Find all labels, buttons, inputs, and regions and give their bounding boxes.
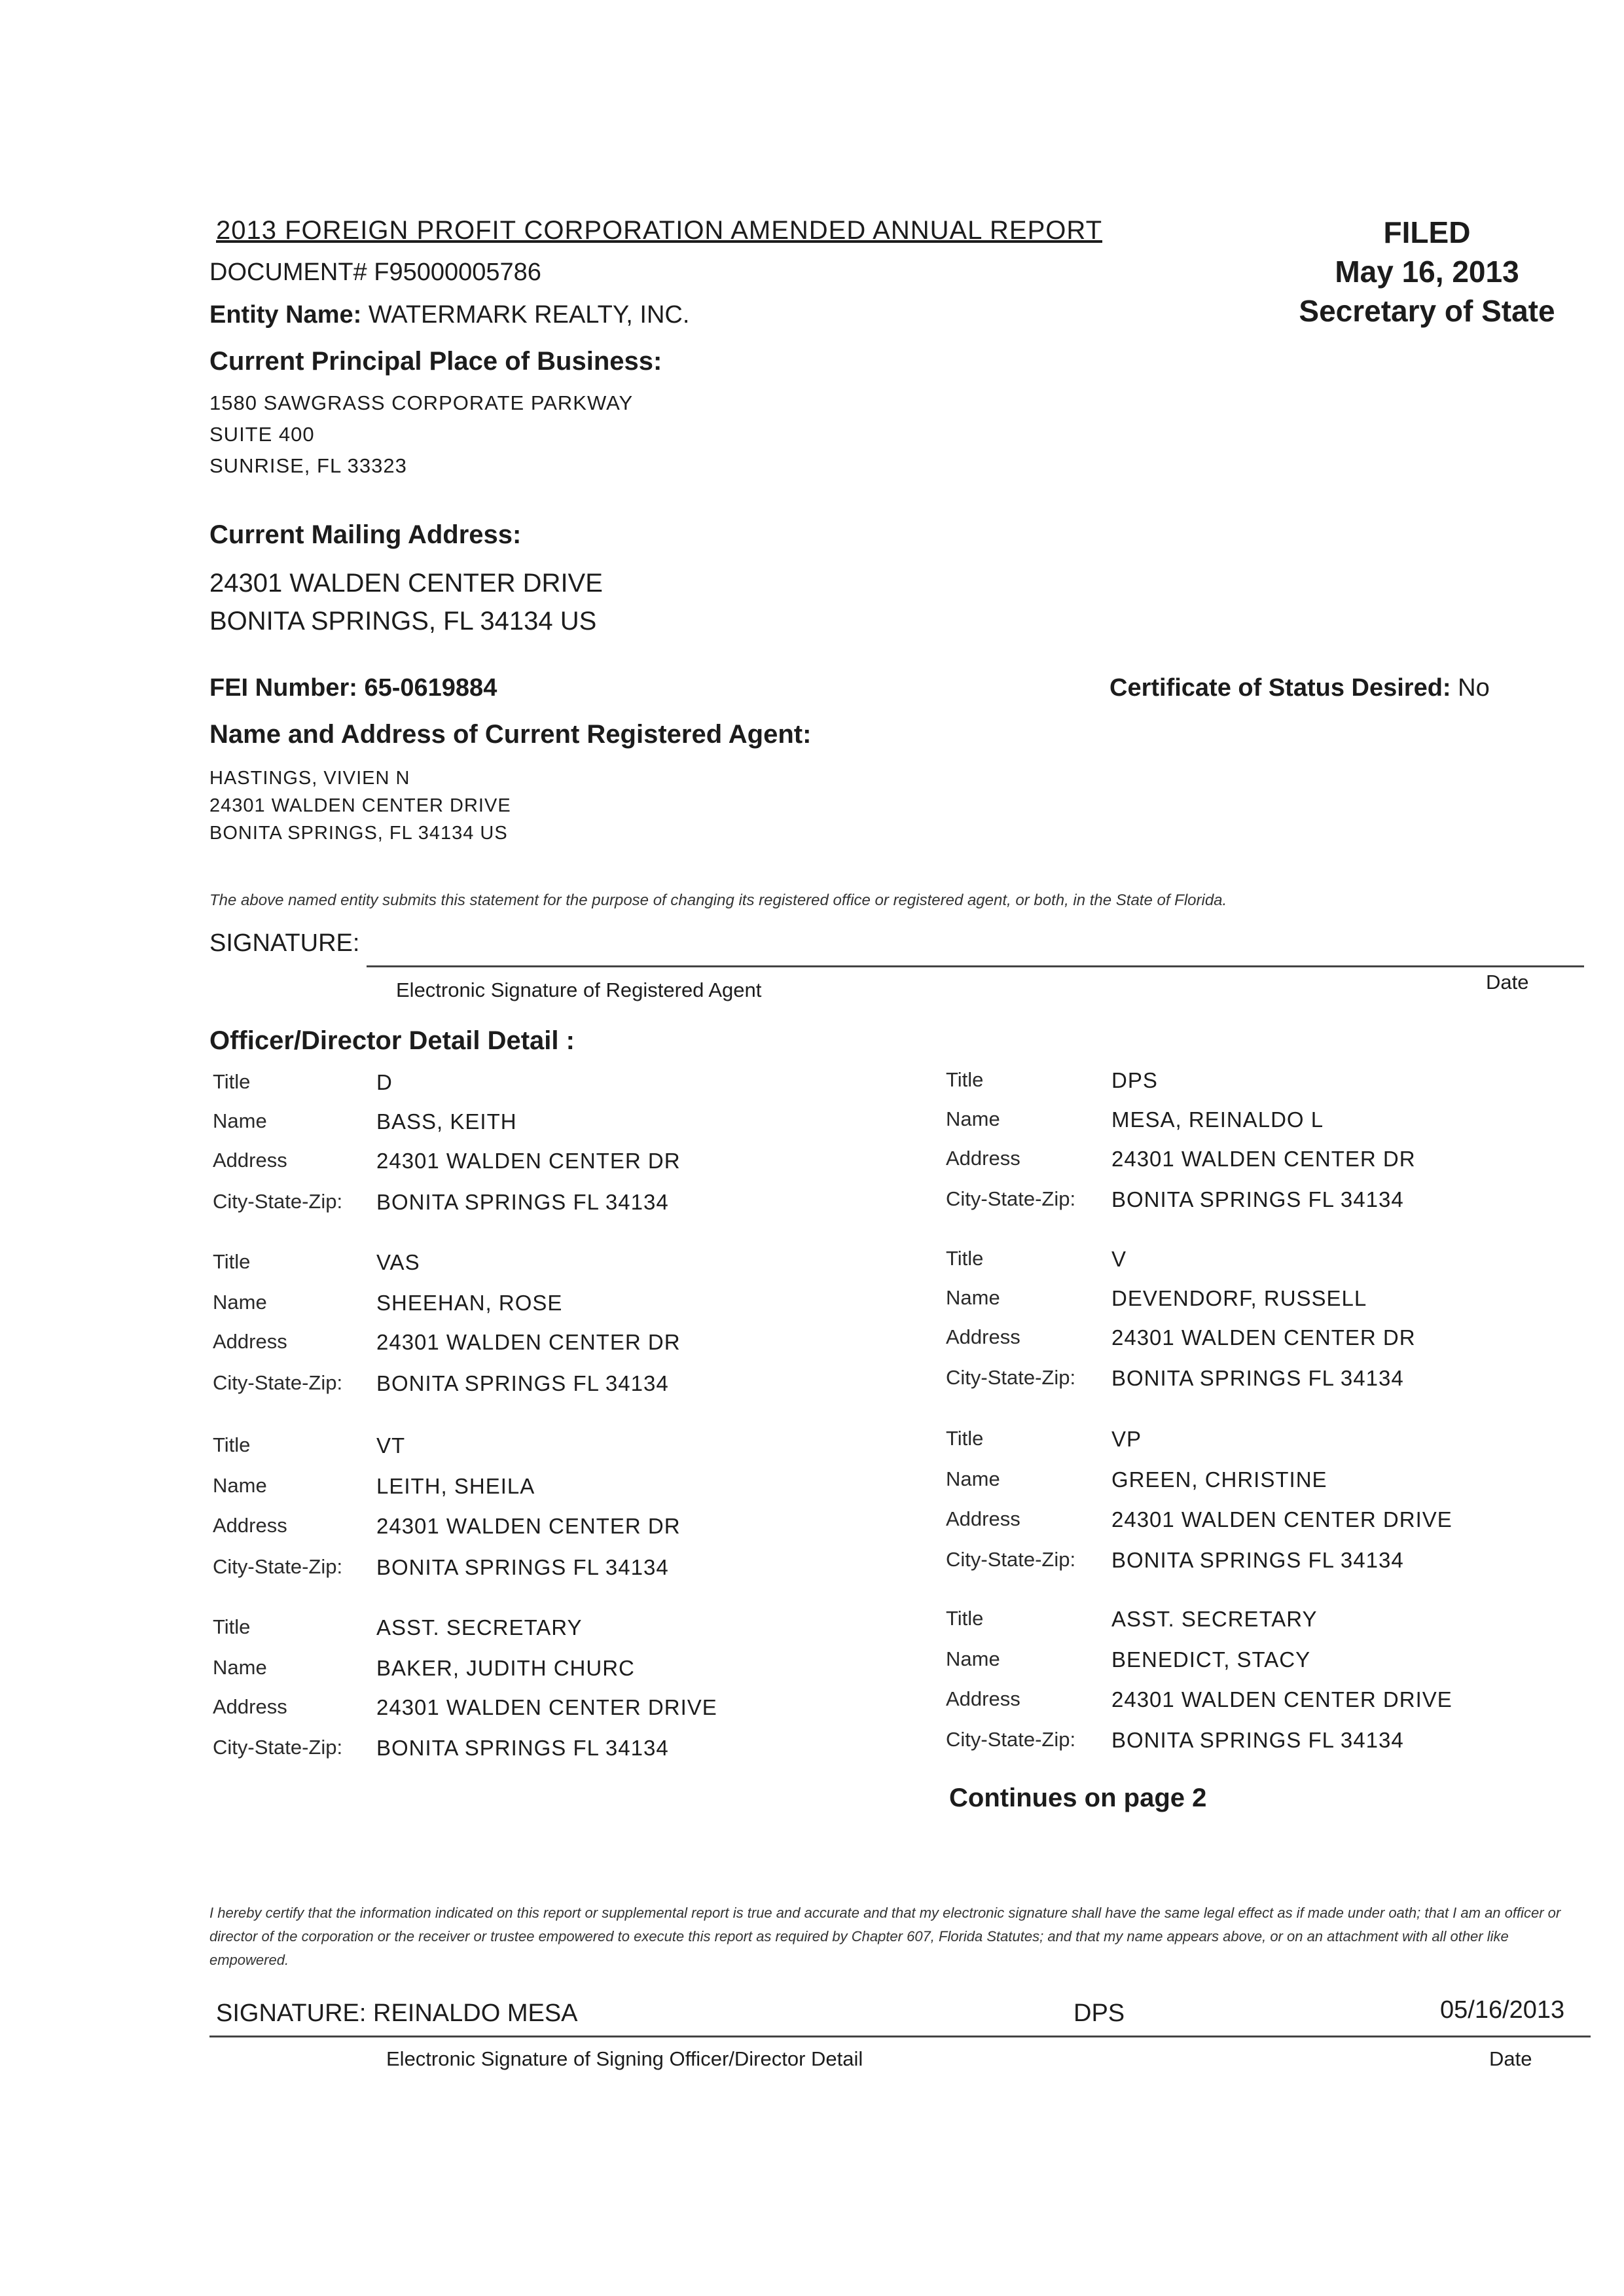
officer-address: 24301 WALDEN CENTER DR [376, 1330, 681, 1354]
officer-address: 24301 WALDEN CENTER DR [376, 1149, 681, 1173]
agent-line: 24301 WALDEN CENTER DRIVE [209, 795, 511, 816]
officer-csz: BONITA SPRINGS FL 34134 [1111, 1728, 1404, 1752]
certificate-status [1110, 674, 1490, 702]
officer-name: SHEEHAN, ROSE [376, 1291, 563, 1315]
officer-address-label: Address [213, 1695, 287, 1718]
officer-csz-label: City-State-Zip: [946, 1366, 1076, 1389]
officer-signature-title: DPS [1074, 2000, 1125, 2027]
officer-csz: BONITA SPRINGS FL 34134 [1111, 1187, 1404, 1211]
certificate-value: No [1458, 674, 1490, 702]
officer-address-label: Address [946, 1507, 1020, 1530]
officer-name-label: Name [213, 1656, 267, 1679]
officer-title: ASST. SECRETARY [1111, 1607, 1318, 1631]
officer-title: V [1111, 1247, 1127, 1271]
continues-note: Continues on page 2 [949, 1784, 1207, 1812]
agent-line: HASTINGS, VIVIEN N [209, 768, 410, 789]
officer-address: 24301 WALDEN CENTER DR [376, 1514, 681, 1538]
agent-statement: The above named entity submits this statement for the purpose of changing its registered office or registered agent, or both, in the State of Florida. [209, 891, 1227, 909]
registered-agent-address [209, 764, 511, 847]
officer-signature-line [209, 2036, 1591, 2037]
officer-csz-label: City-State-Zip: [946, 1728, 1076, 1751]
officer-csz-label: City-State-Zip: [213, 1371, 343, 1394]
officer-name: BAKER, JUDITH CHURC [376, 1656, 635, 1680]
officer-signature-label: SIGNATURE: [216, 2000, 367, 2027]
officer-title-label: Title [213, 1433, 251, 1456]
officer-csz-label: City-State-Zip: [213, 1190, 343, 1213]
certification-text: I hereby certify that the information indicated on this report or supplemental report is true and accurate and that my electronic signature shall have the same legal effect as if made under oath; that I am an officer or director of the corporation or the receiver or trustee empowered to execute this report as required by Chapter 607, Florida Statutes; and that my name appears above, or on an attachment with all other like empowered. [209, 1905, 1561, 1968]
entity-name-value: WATERMARK REALTY, INC. [368, 301, 690, 329]
entity-name [209, 301, 689, 329]
agent-signature-date-label: Date [1486, 971, 1529, 994]
agent-line: BONITA SPRINGS, FL 34134 US [209, 823, 508, 844]
officer-address-label: Address [946, 1147, 1020, 1170]
fei-value: 65-0619884 [364, 674, 497, 702]
officer-address-label: Address [213, 1330, 287, 1353]
officer-csz-label: City-State-Zip: [946, 1187, 1076, 1210]
principal-address-line: 1580 SAWGRASS CORPORATE PARKWAY [209, 391, 634, 414]
officer-title-label: Title [213, 1250, 251, 1273]
mailing-address-line: 24301 WALDEN CENTER DRIVE [209, 569, 603, 598]
officer-csz: BONITA SPRINGS FL 34134 [376, 1736, 669, 1760]
fei-label: FEI Number: [209, 674, 357, 702]
officer-title: DPS [1111, 1068, 1158, 1092]
filed-stamp-office: Secretary of State [1299, 294, 1555, 328]
officer-name: LEITH, SHEILA [376, 1474, 535, 1498]
entity-name-label: Entity Name: [209, 301, 362, 329]
officer-name: DEVENDORF, RUSSELL [1111, 1286, 1367, 1310]
agent-signature-caption: Electronic Signature of Registered Agent [396, 978, 762, 1001]
principal-address-line: SUNRISE, FL 33323 [209, 454, 407, 477]
officer-name: BASS, KEITH [376, 1109, 517, 1134]
officer-csz-label: City-State-Zip: [946, 1548, 1076, 1571]
officer-signature-name: REINALDO MESA [373, 2000, 578, 2027]
officer-csz-label: City-State-Zip: [213, 1736, 343, 1759]
filed-stamp-line1: FILED [1383, 215, 1471, 249]
officer-address-label: Address [946, 1325, 1020, 1348]
mailing-address [209, 564, 603, 640]
principal-place-address [209, 387, 633, 482]
officer-title-label: Title [946, 1427, 984, 1450]
officer-name-label: Name [946, 1467, 1000, 1490]
filed-stamp [1270, 213, 1584, 331]
officer-address-label: Address [946, 1687, 1020, 1710]
officer-title-label: Title [946, 1068, 984, 1091]
officer-address: 24301 WALDEN CENTER DRIVE [1111, 1687, 1453, 1712]
agent-signature-label: SIGNATURE: [209, 929, 360, 957]
officer-signature-date-label: Date [1489, 2047, 1532, 2070]
document-number: DOCUMENT# F95000005786 [209, 259, 541, 286]
officer-address: 24301 WALDEN CENTER DRIVE [376, 1695, 717, 1719]
officer-title-label: Title [213, 1070, 251, 1093]
registered-agent-heading: Name and Address of Current Registered Agent: [209, 720, 812, 749]
officer-title: VP [1111, 1427, 1142, 1451]
principal-address-line: SUITE 400 [209, 423, 315, 446]
report-title: 2013 FOREIGN PROFIT CORPORATION AMENDED ANNUAL REPORT [216, 216, 1102, 245]
officer-title: VT [376, 1433, 406, 1458]
officer-name-label: Name [946, 1286, 1000, 1309]
officer-title-label: Title [946, 1607, 984, 1630]
officer-signature-date: 05/16/2013 [1440, 1996, 1565, 2024]
principal-place-heading: Current Principal Place of Business: [209, 347, 662, 376]
mailing-address-heading: Current Mailing Address: [209, 520, 522, 549]
officer-title: ASST. SECRETARY [376, 1615, 583, 1640]
officer-csz: BONITA SPRINGS FL 34134 [376, 1371, 669, 1395]
certificate-label: Certificate of Status Desired: [1110, 674, 1451, 702]
officer-address: 24301 WALDEN CENTER DRIVE [1111, 1507, 1453, 1532]
officer-csz: BONITA SPRINGS FL 34134 [1111, 1366, 1404, 1390]
fei-number [209, 674, 497, 702]
officer-address: 24301 WALDEN CENTER DR [1111, 1147, 1416, 1171]
officer-title-label: Title [946, 1247, 984, 1270]
officer-csz: BONITA SPRINGS FL 34134 [1111, 1548, 1404, 1572]
agent-signature-line [367, 965, 1584, 967]
officer-name: MESA, REINALDO L [1111, 1107, 1324, 1132]
officer-signature [216, 2000, 578, 2028]
officer-address-label: Address [213, 1149, 287, 1172]
officer-name-label: Name [213, 1291, 267, 1314]
officer-address-label: Address [213, 1514, 287, 1537]
officers-heading: Officer/Director Detail Detail : [209, 1026, 575, 1055]
officer-title-label: Title [213, 1615, 251, 1638]
officer-csz: BONITA SPRINGS FL 34134 [376, 1555, 669, 1579]
officer-csz: BONITA SPRINGS FL 34134 [376, 1190, 669, 1214]
officer-title: VAS [376, 1250, 420, 1274]
officer-name-label: Name [946, 1107, 1000, 1130]
officer-name-label: Name [946, 1647, 1000, 1670]
officer-name: BENEDICT, STACY [1111, 1647, 1311, 1672]
officer-name: GREEN, CHRISTINE [1111, 1467, 1327, 1492]
mailing-address-line: BONITA SPRINGS, FL 34134 US [209, 607, 597, 636]
officer-title: D [376, 1070, 393, 1094]
officer-name-label: Name [213, 1109, 267, 1132]
filed-stamp-date: May 16, 2013 [1335, 255, 1519, 289]
officer-csz-label: City-State-Zip: [213, 1555, 343, 1578]
officer-signature-caption: Electronic Signature of Signing Officer/Director Detail [386, 2047, 863, 2070]
officer-address: 24301 WALDEN CENTER DR [1111, 1325, 1416, 1350]
officer-name-label: Name [213, 1474, 267, 1497]
